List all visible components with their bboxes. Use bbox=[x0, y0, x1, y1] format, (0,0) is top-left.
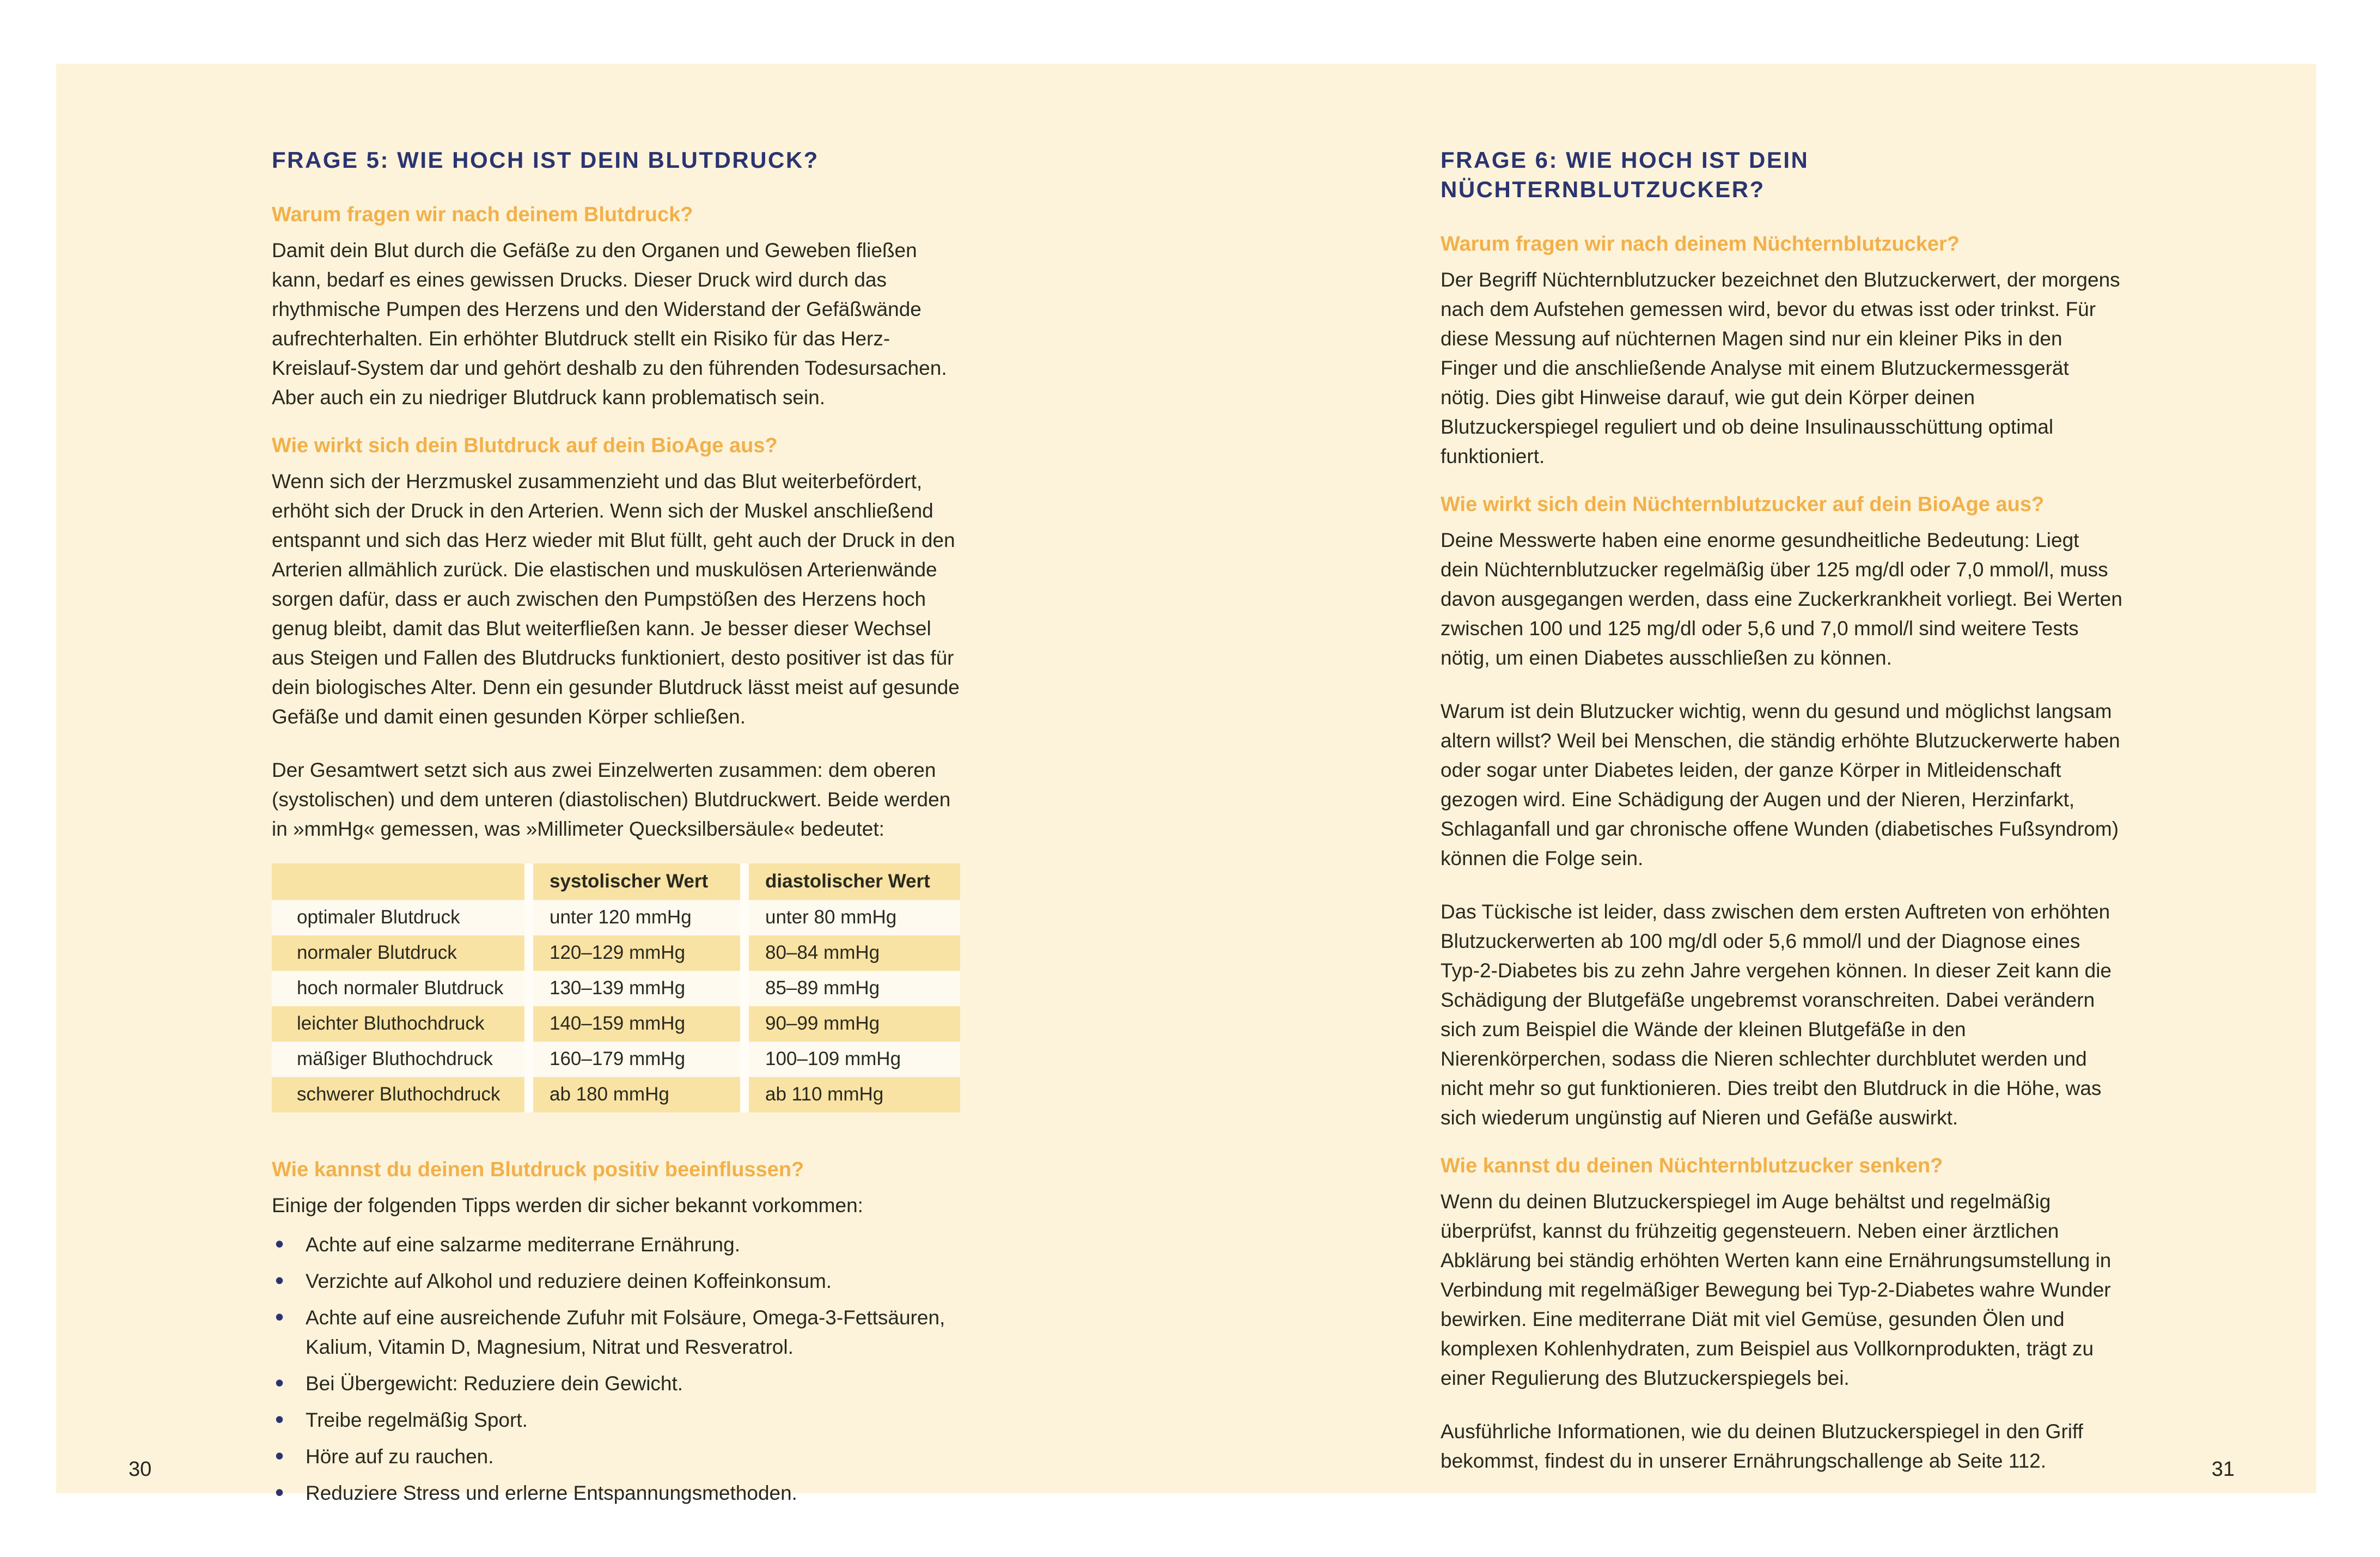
paragraph-blood-pressure-mechanism: Wenn sich der Herzmuskel zusammenzieht und das Blut weiterbefördert, erhöht sich der Druck in den Arterien. Wenn sich der Muskel anschließend entspannt und sich das Herz wieder mit Blut füllt, geht auch der Druck in den Arterien allmählich zurück. Die elastischen und muskulösen Arterienwände sorgen dafür, dass er auch zwischen den Pumpstößen des Herzens hoch genug bleibt, damit das Blut weiterfließen kann. Je besser dieser Wechsel aus Steigen und Fallen des Blutdrucks funktioniert, desto positiver ist das für dein biologisches Alter. Denn ein gesunder Blutdruck lässt meist auf gesunde Gefäße und damit einen gesunden Körper schließen. bbox=[272, 470, 960, 728]
table-cell: optimaler Blutdruck bbox=[272, 900, 524, 935]
table-cell: 85–89 mmHg bbox=[749, 971, 960, 1006]
table-cell: ab 110 mmHg bbox=[749, 1077, 960, 1112]
page-title-right: FRAGE 6: WIE HOCH IST DEIN NÜCHTERNBLUTZUCKER? bbox=[1441, 147, 1809, 202]
page-30-column bbox=[272, 145, 962, 1515]
subheading-improve-blood-pressure: Wie kannst du deinen Blutdruck positiv beeinflussen? bbox=[272, 1158, 804, 1181]
paragraph-more-info-reference: Ausführliche Informationen, wie du deinen Blutzuckerspiegel in den Griff bekommst, findest du in unserer Ernährungschallenge ab Seite 112. bbox=[1441, 1420, 2083, 1472]
book-spread bbox=[56, 64, 2316, 1504]
tip-item: • Reduziere Stress und erlerne Entspannungsmethoden. bbox=[272, 1479, 962, 1508]
page-number-right: 31 bbox=[2211, 1458, 2235, 1481]
tip-item: • Achte auf eine salzarme mediterrane Ernährung. bbox=[272, 1230, 962, 1260]
table-cell: leichter Bluthochdruck bbox=[272, 1006, 524, 1042]
subheading-blood-pressure-bioage: Wie wirkt sich dein Blutdruck auf dein BioAge aus? bbox=[272, 434, 778, 457]
page-title-left: FRAGE 5: WIE HOCH IST DEIN BLUTDRUCK? bbox=[272, 147, 819, 173]
table-cell: 130–139 mmHg bbox=[533, 971, 740, 1006]
subheading-why-blood-pressure: Warum fragen wir nach deinem Blutdruck? bbox=[272, 203, 693, 226]
page-31-column bbox=[1441, 145, 2122, 1476]
page-number-left: 30 bbox=[129, 1458, 152, 1481]
paragraph-fasting-glucose-intro: Der Begriff Nüchternblutzucker bezeichnet den Blutzuckerwert, der morgens nach dem Aufstehen gemessen wird, bevor du etwas isst oder trinkst. Für diese Messung auf nüchternen Magen sind nur ein kleiner Piks in den Finger und die anschließende Analyse mit einem Blutzuckermessgerät nötig. Dies gibt Hinweise darauf, wie gut dein Körper deinen Blutzuckerspiegel reguliert und ob deine Insulinausschüttung optimal funktioniert. bbox=[1441, 268, 2120, 467]
paragraph-blood-pressure-values: Der Gesamtwert setzt sich aus zwei Einzelwerten zusammen: dem oberen (systolischen) und dem unteren (diastolischen) Blutdruckwert. Beide werden in »mmHg« gemessen, was »Millimeter Quecksilbersäule« bedeutet: bbox=[272, 758, 951, 840]
subheading-lower-fasting-glucose: Wie kannst du deinen Nüchternblutzucker senken? bbox=[1441, 1154, 1943, 1177]
tip-item: • Verzichte auf Alkohol und reduziere deinen Koffeinkonsum. bbox=[272, 1267, 962, 1296]
table-header-empty bbox=[272, 863, 524, 900]
table-cell: 160–179 mmHg bbox=[533, 1042, 740, 1077]
table-cell: mäßiger Bluthochdruck bbox=[272, 1042, 524, 1077]
table-cell: hoch normaler Blutdruck bbox=[272, 971, 524, 1006]
table-cell: unter 80 mmHg bbox=[749, 900, 960, 935]
paragraph-glucose-thresholds: Deine Messwerte haben eine enorme gesundheitliche Bedeutung: Liegt dein Nüchternblutzucker regelmäßig über 125 mg/dl oder 7,0 mmol/l, muss davon ausgegangen werden, dass eine Zuckerkrankheit vorliegt. Bei Werten zwischen 100 und 125 mg/dl oder 5,6 und 7,0 mmol/l sind weitere Tests nötig, um einen Diabetes ausschließen zu können. bbox=[1441, 528, 2122, 669]
table-cell: 100–109 mmHg bbox=[749, 1042, 960, 1077]
table-cell: normaler Blutdruck bbox=[272, 935, 524, 971]
paragraph-glucose-diabetes-progression: Das Tückische ist leider, dass zwischen dem ersten Auftreten von erhöhten Blutzuckerwerten ab 100 mg/dl oder 5,6 mmol/l und der Diagnose eines Typ-2-Diabetes bis zu zehn Jahre vergehen können. In dieser Zeit kann die Schädigung der Blutgefäße ungebremst voranschreiten. Dabei verändern sich zum Beispiel die Wände der kleinen Blutgefäße in den Nierenkörperchen, sodass die Nieren schlechter durchblutet werden und nicht mehr so gut funktionieren. Dies treibt den Blutdruck in die Höhe, was sich wiederum ungünstig auf Nieren und Gefäße auswirkt. bbox=[1441, 900, 2112, 1129]
table-cell: unter 120 mmHg bbox=[533, 900, 740, 935]
table-cell: 80–84 mmHg bbox=[749, 935, 960, 971]
table-header-systolic: systolischer Wert bbox=[533, 863, 740, 900]
subheading-why-fasting-glucose: Warum fragen wir nach deinem Nüchternblutzucker? bbox=[1441, 232, 1960, 256]
table-cell: 90–99 mmHg bbox=[749, 1006, 960, 1042]
table-cell: schwerer Bluthochdruck bbox=[272, 1077, 524, 1112]
tip-item: • Achte auf eine ausreichende Zufuhr mit Folsäure, Omega-3-Fettsäuren, Kalium, Vitamin D, Magnesium, Nitrat und Resveratrol. bbox=[272, 1303, 962, 1362]
table-cell: 140–159 mmHg bbox=[533, 1006, 740, 1042]
tip-item: • Höre auf zu rauchen. bbox=[272, 1442, 962, 1471]
subheading-fasting-glucose-bioage: Wie wirkt sich dein Nüchternblutzucker auf dein BioAge aus? bbox=[1441, 492, 2045, 516]
blood-pressure-table bbox=[272, 863, 960, 1112]
table-cell: 120–129 mmHg bbox=[533, 935, 740, 971]
paragraph-glucose-importance: Warum ist dein Blutzucker wichtig, wenn du gesund und möglichst langsam altern willst? Weil bei Menschen, die ständig erhöhte Blutzuckerwerte haben oder sogar unter Diabetes leiden, der ganze Körper in Mitleidenschaft gezogen wird. Eine Schädigung der Augen und der Nieren, Herzinfarkt, Schlaganfall und gar chronische offene Wunden (diabetisches Fußsyndrom) können die Folge sein. bbox=[1441, 700, 2120, 869]
paragraph-tips-intro: Einige der folgenden Tipps werden dir sicher bekannt vorkommen: bbox=[272, 1194, 863, 1217]
table-header-diastolic: diastolischer Wert bbox=[749, 863, 960, 900]
tip-item: • Bei Übergewicht: Reduziere dein Gewicht. bbox=[272, 1369, 962, 1398]
tips-list bbox=[272, 1230, 962, 1508]
paragraph-lower-glucose-advice: Wenn du deinen Blutzuckerspiegel im Auge behältst und regelmäßig überprüfst, kannst du frühzeitig gegensteuern. Neben einer ärztlichen Abklärung bei ständig erhöhten Werten kann eine Ernährungsumstellung in Verbindung mit regelmäßiger Bewegung bei Typ-2-Diabetes wahre Wunder bewirken. Eine mediterrane Diät mit viel Gemüse, gesunden Ölen und komplexen Kohlenhydraten, zum Beispiel aus Vollkornprodukten, trägt zu einer Regulierung des Blutzuckerspiegels bei. bbox=[1441, 1190, 2112, 1389]
tip-item: • Treibe regelmäßig Sport. bbox=[272, 1406, 962, 1435]
paragraph-blood-pressure-intro: Damit dein Blut durch die Gefäße zu den Organen und Geweben fließen kann, bedarf es eines gewissen Drucks. Dieser Druck wird durch das rhythmische Pumpen des Herzens und den Widerstand der Gefäßwände aufrechterhalten. Ein erhöhter Blutdruck stellt ein Risiko für das Herz-Kreislauf-System dar und gehört deshalb zu den führenden Todesursachen. Aber auch ein zu niedriger Blutdruck kann problematisch sein. bbox=[272, 239, 947, 409]
table-cell: ab 180 mmHg bbox=[533, 1077, 740, 1112]
